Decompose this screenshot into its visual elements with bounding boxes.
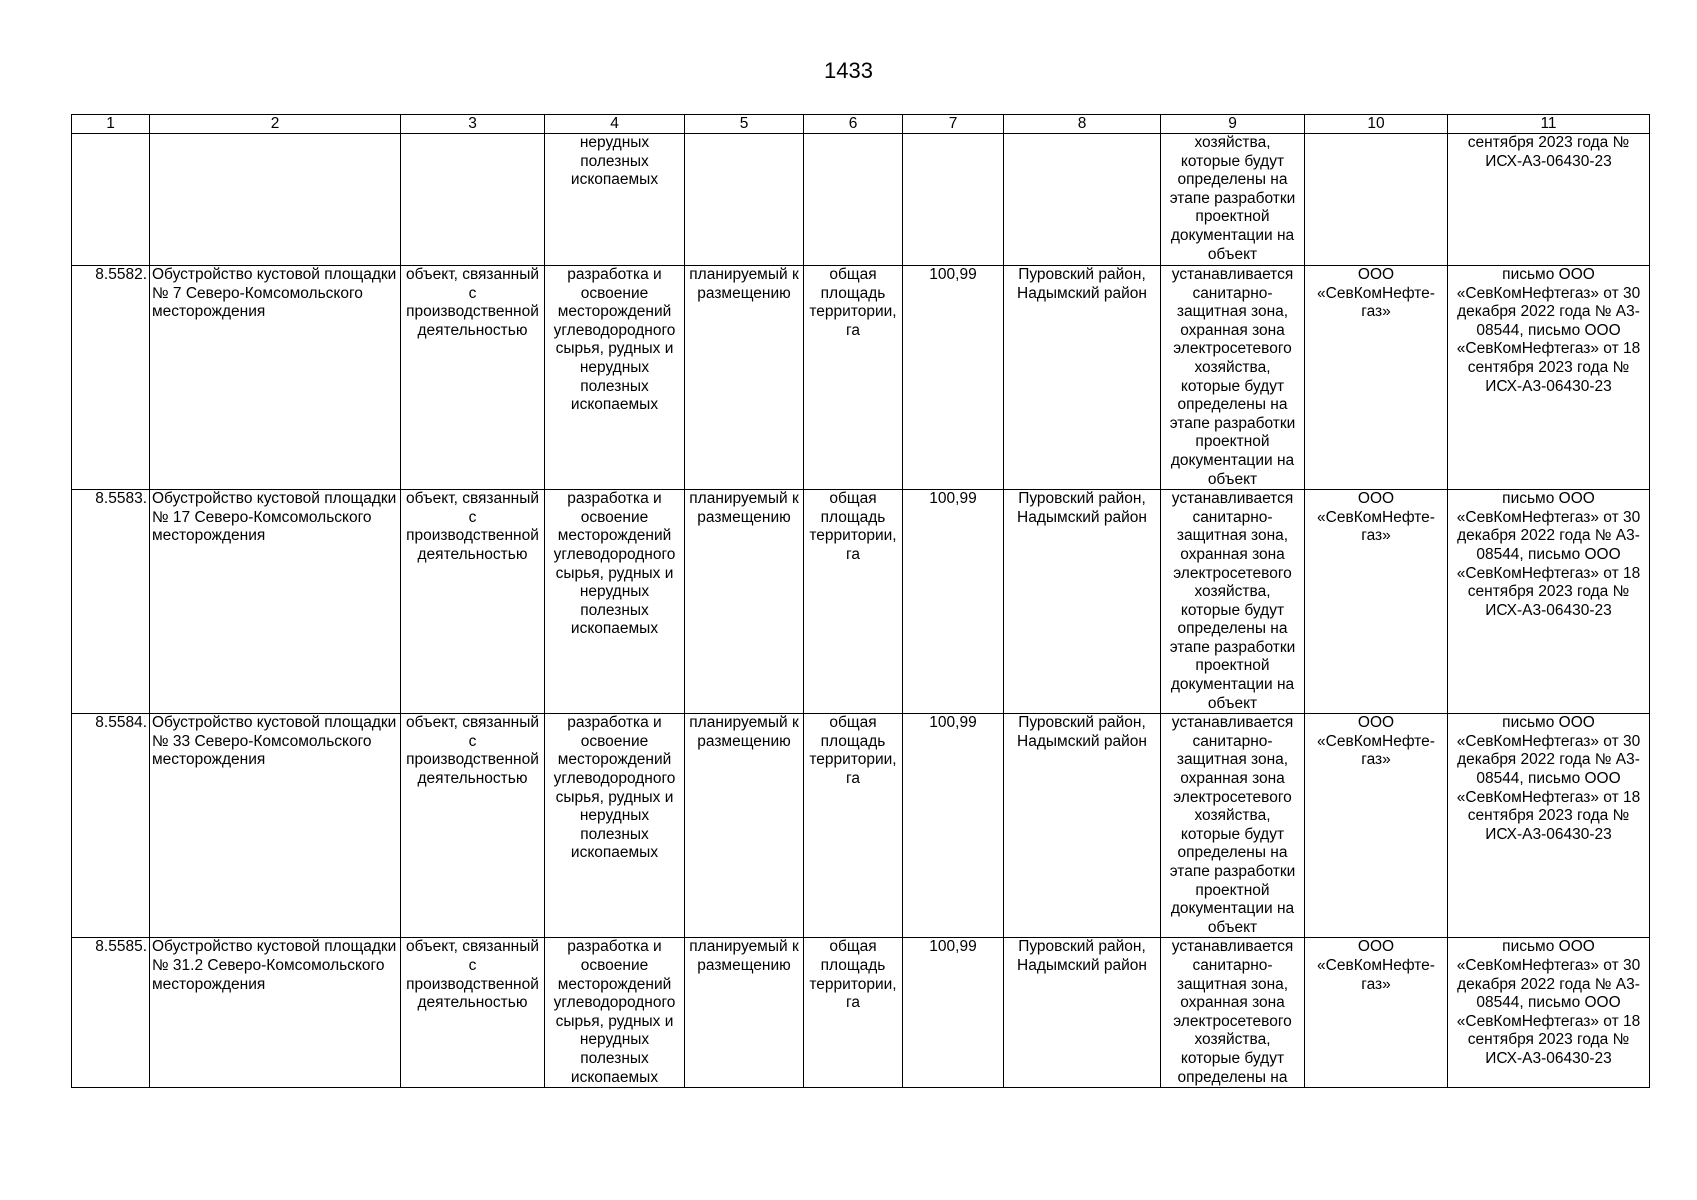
characteristic-value-cell: 100,99 xyxy=(903,266,1004,490)
zones-cell: устанавливается санитарно-защитная зона, охранная зона электросетевого хозяйства, которые будут определены на этапе разработки проектной документации на объект xyxy=(1161,490,1305,714)
table-cell xyxy=(401,134,545,266)
zones-cell: устанавливается санитарно-защитная зона, охранная зона электросетевого хозяйства, которые будут определены на xyxy=(1161,938,1305,1088)
status-cell: планируемый к размещению xyxy=(685,490,804,714)
object-name-cell: Обустройство кустовой площадки № 17 Северо-Комсомольского месторождения xyxy=(150,490,401,714)
column-header: 3 xyxy=(401,115,545,134)
page-number: 1433 xyxy=(824,58,873,83)
basis-cell: письмо ООО «СевКомНефтегаз» от 30 декабря 2022 года № А3-08544, письмо ООО «СевКомНефтегаз» от 18 сентября 2023 года № ИСХ-А3-06430-23 xyxy=(1448,266,1650,490)
location-cell: Пуровский район, Надымский район xyxy=(1004,266,1161,490)
purpose-cell: разработка и освоение месторождений углеводородного сырья, рудных и нерудных полезных ископаемых xyxy=(545,490,685,714)
object-name-cell: Обустройство кустовой площадки № 31.2 Северо-Комсомольского месторождения xyxy=(150,938,401,1088)
table-cell xyxy=(150,134,401,266)
initiator-cell: ООО «СевКомНефте-газ» xyxy=(1305,490,1448,714)
purpose-cell: разработка и освоение месторождений углеводородного сырья, рудных и нерудных полезных ископаемых xyxy=(545,266,685,490)
table-cell xyxy=(1004,134,1161,266)
zones-cell: устанавливается санитарно-защитная зона, охранная зона электросетевого хозяйства, которые будут определены на этапе разработки проектной документации на объект xyxy=(1161,714,1305,938)
location-cell: Пуровский район, Надымский район xyxy=(1004,938,1161,1088)
status-cell: планируемый к размещению xyxy=(685,266,804,490)
column-header: 6 xyxy=(804,115,903,134)
row-number: 8.5583. xyxy=(72,490,150,714)
table-row xyxy=(72,266,1650,490)
basis-cell: письмо ООО «СевКомНефтегаз» от 30 декабря 2022 года № А3-08544, письмо ООО «СевКомНефтегаз» от 18 сентября 2023 года № ИСХ-А3-06430-23 xyxy=(1448,490,1650,714)
column-header: 1 xyxy=(72,115,150,134)
characteristic-name-cell: общая площадь территории, га xyxy=(804,266,903,490)
row-number: 8.5582. xyxy=(72,266,150,490)
purpose-cell: нерудных полезных ископаемых xyxy=(545,134,685,266)
zones-cell: устанавливается санитарно-защитная зона, охранная зона электросетевого хозяйства, которые будут определены на этапе разработки проектной документации на объект xyxy=(1161,266,1305,490)
basis-cell: письмо ООО «СевКомНефтегаз» от 30 декабря 2022 года № А3-08544, письмо ООО «СевКомНефтегаз» от 18 сентября 2023 года № ИСХ-А3-06430-23 xyxy=(1448,714,1650,938)
continuation-row xyxy=(72,134,1650,266)
table-cell xyxy=(685,134,804,266)
table-cell xyxy=(1305,134,1448,266)
table-row xyxy=(72,490,1650,714)
row-number: 8.5584. xyxy=(72,714,150,938)
object-name-cell: Обустройство кустовой площадки № 33 Северо-Комсомольского месторождения xyxy=(150,714,401,938)
initiator-cell: ООО «СевКомНефте-газ» xyxy=(1305,938,1448,1088)
column-header: 9 xyxy=(1161,115,1305,134)
status-cell: планируемый к размещению xyxy=(685,714,804,938)
object-type-cell: объект, связанный с производственной деятельностью xyxy=(401,490,545,714)
table-cell xyxy=(72,134,150,266)
objects-table xyxy=(71,114,1650,1088)
column-header: 11 xyxy=(1448,115,1650,134)
column-header: 2 xyxy=(150,115,401,134)
purpose-cell: разработка и освоение месторождений углеводородного сырья, рудных и нерудных полезных ископаемых xyxy=(545,938,685,1088)
location-cell: Пуровский район, Надымский район xyxy=(1004,490,1161,714)
object-type-cell: объект, связанный с производственной деятельностью xyxy=(401,714,545,938)
row-number: 8.5585. xyxy=(72,938,150,1088)
characteristic-name-cell: общая площадь территории, га xyxy=(804,714,903,938)
initiator-cell: ООО «СевКомНефте-газ» xyxy=(1305,714,1448,938)
characteristic-value-cell: 100,99 xyxy=(903,938,1004,1088)
basis-cell: письмо ООО «СевКомНефтегаз» от 30 декабря 2022 года № А3-08544, письмо ООО «СевКомНефтегаз» от 18 сентября 2023 года № ИСХ-А3-06430-23 xyxy=(1448,938,1650,1088)
zones-cell: хозяйства, которые будут определены на этапе разработки проектной документации на объект xyxy=(1161,134,1305,266)
initiator-cell: ООО «СевКомНефте-газ» xyxy=(1305,266,1448,490)
column-header: 5 xyxy=(685,115,804,134)
basis-cell: сентября 2023 года № ИСХ-А3-06430-23 xyxy=(1448,134,1650,266)
characteristic-name-cell: общая площадь территории, га xyxy=(804,490,903,714)
object-type-cell: объект, связанный с производственной деятельностью xyxy=(401,266,545,490)
characteristic-value-cell: 100,99 xyxy=(903,714,1004,938)
column-header: 8 xyxy=(1004,115,1161,134)
characteristic-value-cell: 100,99 xyxy=(903,490,1004,714)
table-row xyxy=(72,714,1650,938)
header-row xyxy=(72,115,1650,134)
table-row xyxy=(72,938,1650,1088)
status-cell: планируемый к размещению xyxy=(685,938,804,1088)
location-cell: Пуровский район, Надымский район xyxy=(1004,714,1161,938)
purpose-cell: разработка и освоение месторождений углеводородного сырья, рудных и нерудных полезных ископаемых xyxy=(545,714,685,938)
column-header: 7 xyxy=(903,115,1004,134)
object-name-cell: Обустройство кустовой площадки № 7 Северо-Комсомольского месторождения xyxy=(150,266,401,490)
table-cell xyxy=(903,134,1004,266)
characteristic-name-cell: общая площадь территории, га xyxy=(804,938,903,1088)
object-type-cell: объект, связанный с производственной деятельностью xyxy=(401,938,545,1088)
column-header: 4 xyxy=(545,115,685,134)
column-header: 10 xyxy=(1305,115,1448,134)
table-cell xyxy=(804,134,903,266)
